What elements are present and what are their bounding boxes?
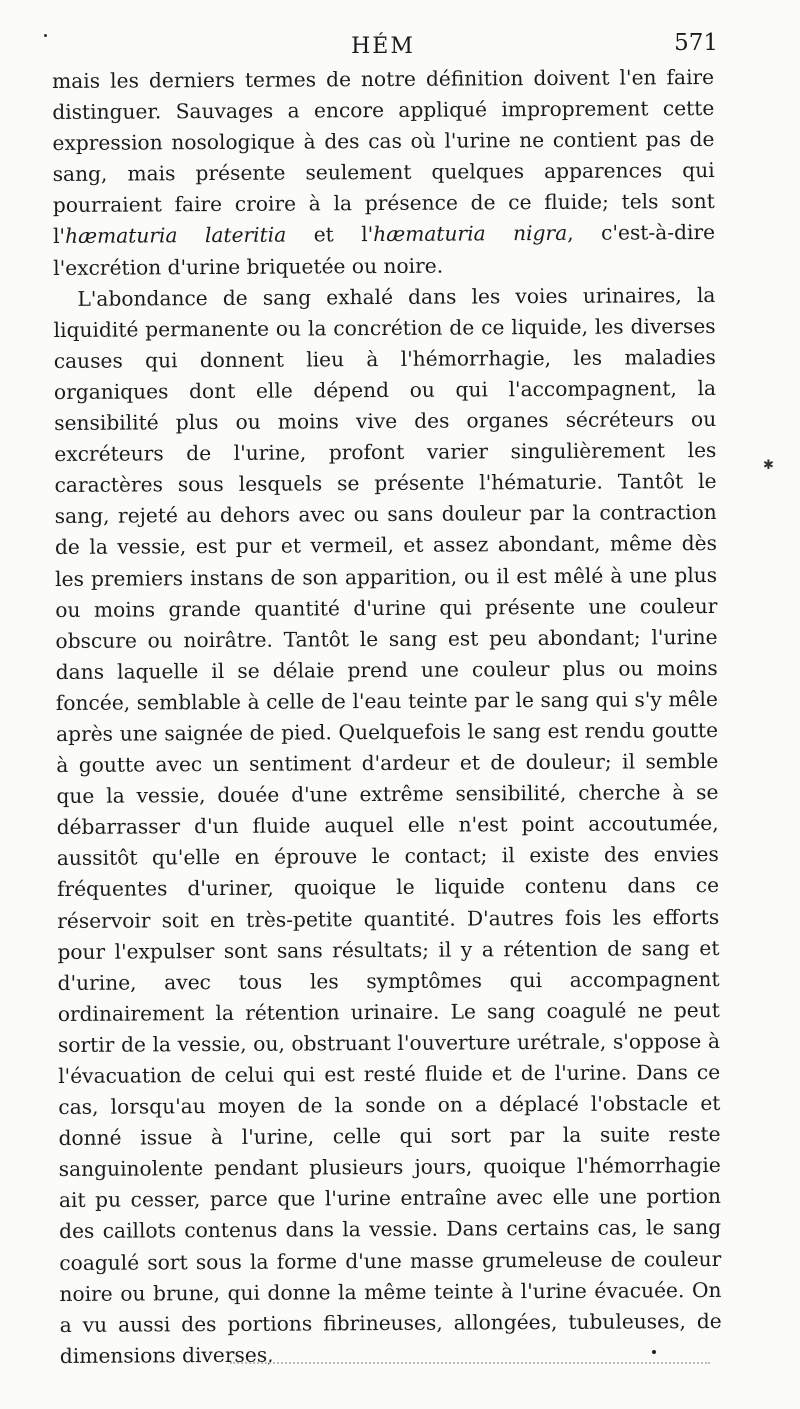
paragraph-1 xyxy=(52,62,715,284)
paragraph-1-text-a: mais les derniers termes de notre définition doivent l'en faire distinguer. Sauvages a encore appliqué improprement cette expression nosologique à des cas où l'urine ne contient pas de sang, mais présente seulement quelques apparences qui pourraient faire croire à la présence de ce fluide; tels sont l' xyxy=(52,64,715,249)
page-number: 571 xyxy=(674,30,718,56)
corner-speck xyxy=(44,34,47,37)
running-head-title: HÉM xyxy=(351,34,415,59)
paragraph-1-text-b: et l' xyxy=(286,222,374,248)
bottom-speck xyxy=(652,1350,656,1354)
margin-asterisk-mark: ✱ xyxy=(763,458,774,473)
paragraph-2: L'abondance de sang exhalé dans les voies urinaires, la liquidité permanente ou la concrétion de ce liquide, les diverses causes qui donnent lieu à l'hémorrhagie, les maladies organiques dont elle dépend ou qui l'accompagnent, la sensibilité plus ou moins vive des organes sécréteurs ou excréteurs de l'urine, profont varier singulièrement les caractères sous lesquels se présente l'hématurie. Tantôt le sang, rejeté au dehors avec ou sans douleur par la contraction de la vessie, est pur et vermeil, et assez abondant, même dès les premiers instans de son apparition, ou il est mêlé à une plus ou moins grande quantité d'urine qui présente une couleur obscure ou noirâtre. Tantôt le sang est peu abondant; l'urine dans laquelle il se délaie prend une couleur plus ou moins foncée, semblable à celle de l'eau teinte par le sang qui s'y mêle après une saignée de pied. Quelquefois le sang est rendu goutte à goutte avec un sentiment d'ardeur et de douleur; il semble que la vessie, douée d'une extrême sensibilité, cherche à se débarrasser d'un fluide auquel elle n'est point accoutumée, aussitôt qu'elle en éprouve le contact; il existe des envies fréquentes d'uriner, quoique le liquide contenu dans ce réservoir soit en très-petite quantité. D'autres fois les efforts pour l'expulser sont sans résultats; il y a rétention de sang et d'urine, avec tous les symptômes qui accompagnent ordinairement la rétention urinaire. Le sang coagulé ne peut sortir de la vessie, ou, obstruant l'ouverture urétrale, s'oppose à l'évacuation de celui qui est resté fluide et de l'urine. Dans ce cas, lorsqu'au moyen de la sonde on a déplacé l'obstacle et donné issue à l'urine, celle qui sort par la suite reste sanguinolente pendant plusieurs jours, quoique l'hémorrhagie ait pu cesser, parce que l'urine entraîne avec elle une portion des caillots contenus dans la vessie. Dans certains cas, le sang coagulé sort sous la forme d'une masse grumeleuse de couleur noire ou brune, qui donne la même teinte à l'urine évacuée. On a vu aussi des portions fibrineuses, allongées, tubuleuses, de dimensions diverses, xyxy=(53,282,722,1368)
paragraph-1-italic-term-1: hæmaturia lateritia xyxy=(64,223,287,249)
body-text xyxy=(52,62,722,1372)
paragraph-1-italic-term-2: hæmaturia nigra xyxy=(373,221,568,247)
paragraph-1-text-c: , c'est-à-dire l'excrétion d'urine briquetée ou noire. xyxy=(53,220,716,280)
bottom-print-rule xyxy=(230,1362,710,1364)
running-head xyxy=(52,30,718,62)
